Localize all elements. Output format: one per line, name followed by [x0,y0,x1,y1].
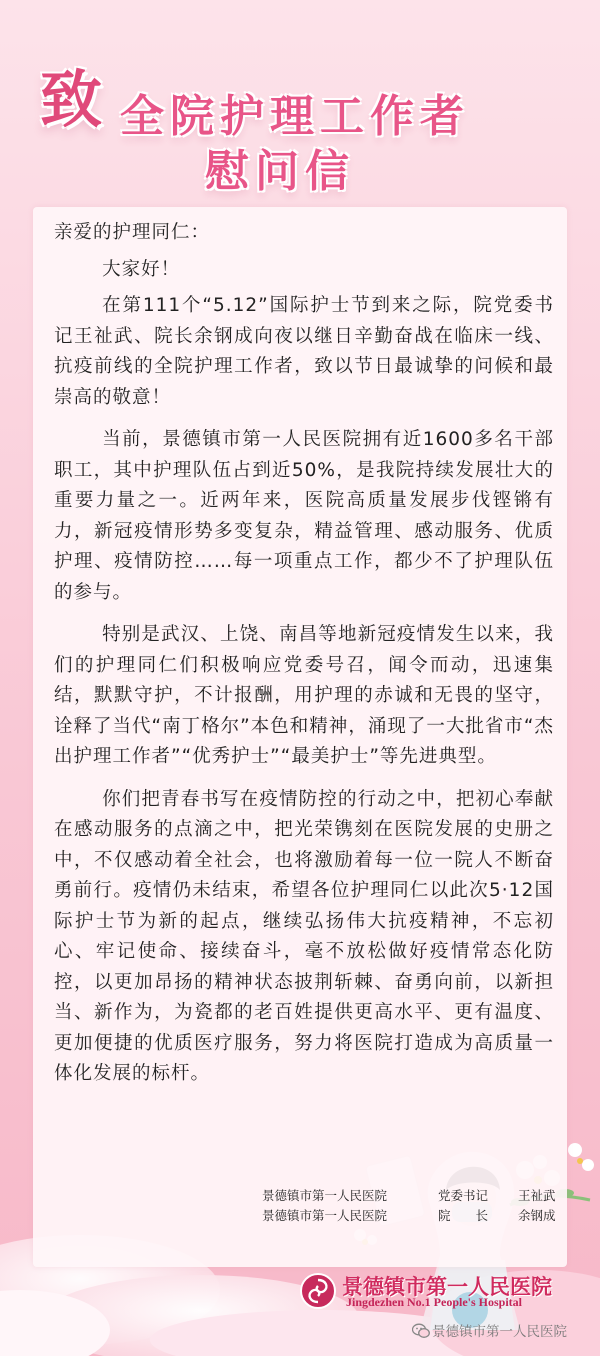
letter-body [54,218,554,1102]
wechat-watermark [412,1318,600,1346]
title-big-char: 致 [40,63,105,136]
paragraph: 在第111个“5.12”国际护士节到来之际，院党委书记王祉武、院长余钢成向夜以继日辛勤奋战在临床一线、抗疫前线的全院护理工作者，致以节日最诚挚的问候和最崇高的敬意！ [54,295,554,408]
signature-row [262,1186,572,1206]
wechat-icon [412,1323,430,1339]
letter-title [0,40,600,197]
hospital-name-cn: 景德镇市第一人民医院 [342,1274,552,1299]
watermark-text: 景德镇市第一人民医院 [432,1324,567,1340]
greeting: 大家好！ [102,258,181,280]
paragraph: 你们把青春书写在疫情防控的行动之中，把初心奉献在感动服务的点滴之中，把光荣镌刻在医院发展的史册之中，不仅感动着全社会，也将激励着每一位一院人不断奋勇前行。疫情仍未结束，希望各位护理同仁以此次5·12国际护士节为新的起点，继续弘扬伟大抗疫精神，不忘初心、牢记使命、接续奋斗，毫不放松做好疫情常态化防控，以更加昂扬的精神状态披荆斩棘、奋勇向前，以新担当、新作为，为瓷都的老百姓提供更高水平、更有温度、更加便捷的优质医疗服务，努力将医院打造成为高质量一体化发展的标杆。 [54,788,554,1084]
hospital-emblem-icon [300,1273,336,1309]
hospital-name-en: Jingdezhen No.1 People's Hospital [346,1295,523,1309]
signature-row [262,1206,572,1226]
signature-org: 景德镇市第一人民医院 [262,1188,388,1203]
signature-name: 余钢成 [518,1208,556,1223]
signature-org: 景德镇市第一人民医院 [262,1208,388,1223]
paragraph: 特别是武汉、上饶、南昌等地新冠疫情发生以来，我们的护理同仁们积极响应党委号召，闻令而动，迅速集结，默默守护，不计报酬，用护理的赤诚和无畏的坚守，诠释了当代“南丁格尔”本色和精神，涌现了一大批省市“杰出护理工作者”“优秀护士”“最美护士”等先进典型。 [54,624,554,767]
hospital-logo [300,1273,590,1313]
salutation: 亲爱的护理同仁： [54,222,211,243]
signature-role: 院 长 [438,1208,489,1223]
signature-name: 王祉武 [518,1188,556,1203]
paragraph: 当前，景德镇市第一人民医院拥有近1600多名干部职工，其中护理队伍占到近50%，是我院持续发展壮大的重要力量之一。近两年来，医院高质量发展步伐铿锵有力，新冠疫情形势多变复杂，精益管理、感动服务、优质护理、疫情防控……每一项重点工作，都少不了护理队伍的参与。 [54,429,554,603]
title-line2: 慰问信 [205,146,355,197]
signature-block [262,1186,572,1226]
signature-role: 党委书记 [438,1188,489,1203]
title-line1: 全院护理工作者 [120,91,470,142]
emblem-swirl-icon [302,1275,334,1307]
